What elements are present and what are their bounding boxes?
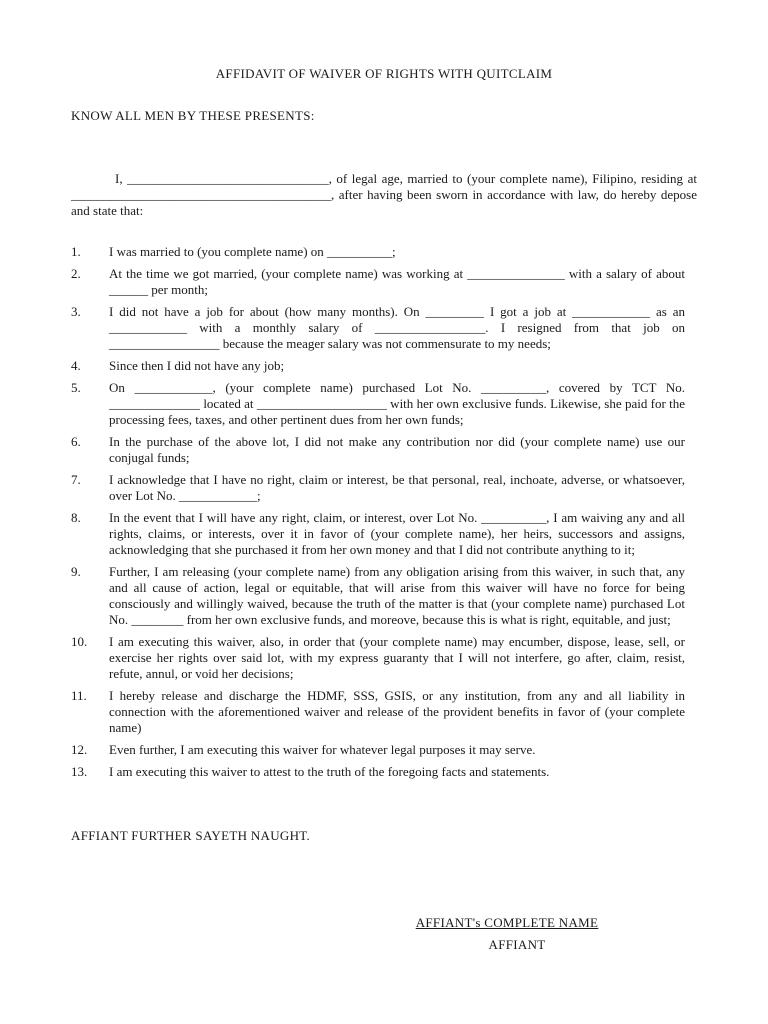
document-title: AFFIDAVIT OF WAIVER OF RIGHTS WITH QUITCLAIM <box>215 66 553 81</box>
list-item <box>71 266 685 298</box>
item-text: In the event that I will have any right, claim, or interest, over Lot No. __________, I am waiving any and all rights, claims, or interests, over it in favor of (your complete name), her heirs, successors and assigns, acknowledging that she purchased it from her own money and that I did not contribute anything to it; <box>109 510 685 557</box>
list-item <box>71 380 685 428</box>
item-number: 7. <box>71 472 81 487</box>
item-text: I am executing this waiver, also, in order that (your complete name) may encumber, dispose, lease, sell, or exercise her rights over said lot, with my express guaranty that I will not interfere, go after, claim, resist, refute, annul, or void her decisions; <box>109 634 685 681</box>
item-number: 9. <box>71 564 81 579</box>
item-number: 5. <box>71 380 81 395</box>
item-text: Since then I did not have any job; <box>109 358 285 373</box>
intro-paragraph <box>71 171 697 219</box>
list-item <box>71 688 685 736</box>
signature-name: AFFIANT's COMPLETE NAME <box>415 915 599 930</box>
item-text: Even further, I am executing this waiver for whatever legal purposes it may serve. <box>109 742 536 757</box>
item-number: 3. <box>71 304 81 319</box>
item-text: At the time we got married, (your complete name) was working at _______________ with a salary of about ______ per month; <box>109 266 685 297</box>
list-item <box>71 304 685 352</box>
item-number: 11. <box>71 688 87 703</box>
item-number: 10. <box>71 634 88 649</box>
intro-text: I, _______________________________, of legal age, married to (your complete name), Filipino, residing at ________________________________________, after having been sworn in accordance with law, do hereby depose and state that: <box>71 171 697 218</box>
know-all-men-heading: KNOW ALL MEN BY THESE PRESENTS: <box>71 108 315 123</box>
list-item <box>71 510 685 558</box>
list-item <box>71 434 685 466</box>
item-number: 1. <box>71 244 81 259</box>
closing-statement: AFFIANT FURTHER SAYETH NAUGHT. <box>71 828 311 843</box>
list-item <box>71 358 685 374</box>
numbered-list <box>71 244 685 786</box>
signature-label: AFFIANT <box>488 937 546 952</box>
list-item <box>71 742 685 758</box>
item-text: I acknowledge that I have no right, claim or interest, be that personal, real, inchoate, adverse, or whatsoever, over Lot No. ____________; <box>109 472 685 503</box>
item-text: I was married to (you complete name) on __________; <box>109 244 396 259</box>
item-text: I hereby release and discharge the HDMF, SSS, GSIS, or any institution, from any and all liability in connection with the aforementioned waiver and release of the provident benefits in favor of (your complete name) <box>109 688 685 735</box>
item-text: In the purchase of the above lot, I did not make any contribution nor did (your complete name) use our conjugal funds; <box>109 434 685 465</box>
list-item <box>71 244 685 260</box>
item-number: 6. <box>71 434 81 449</box>
item-number: 4. <box>71 358 81 373</box>
item-text: I am executing this waiver to attest to the truth of the foregoing facts and statements. <box>109 764 550 779</box>
list-item <box>71 472 685 504</box>
item-number: 13. <box>71 764 88 779</box>
list-item <box>71 764 685 780</box>
list-item <box>71 634 685 682</box>
item-text: I did not have a job for about (how many months). On _________ I got a job at ____________ as an ____________ with a monthly salary of _________________. I resigned from that job on _________________ because the meager salary was not commensurate to my needs; <box>109 304 685 351</box>
list-item <box>71 564 685 628</box>
item-number: 8. <box>71 510 81 525</box>
item-number: 2. <box>71 266 81 281</box>
item-text: Further, I am releasing (your complete name) from any obligation arising from this waiver, in such that, any and all cause of action, legal or equitable, that will arise from this waiver will have no force for being consciously and willingly waived, because the truth of the matter is that (your complete name) purchased Lot No. ________ from her own exclusive funds, and moreove, because this is what is right, equitable, and just; <box>109 564 685 627</box>
item-text: On ____________, (your complete name) purchased Lot No. __________, covered by TCT No. ______________ located at ____________________ with her own exclusive funds. Likewise, she paid for the processing fees, taxes, and other pertinent dues from her own funds; <box>109 380 685 427</box>
item-number: 12. <box>71 742 88 757</box>
